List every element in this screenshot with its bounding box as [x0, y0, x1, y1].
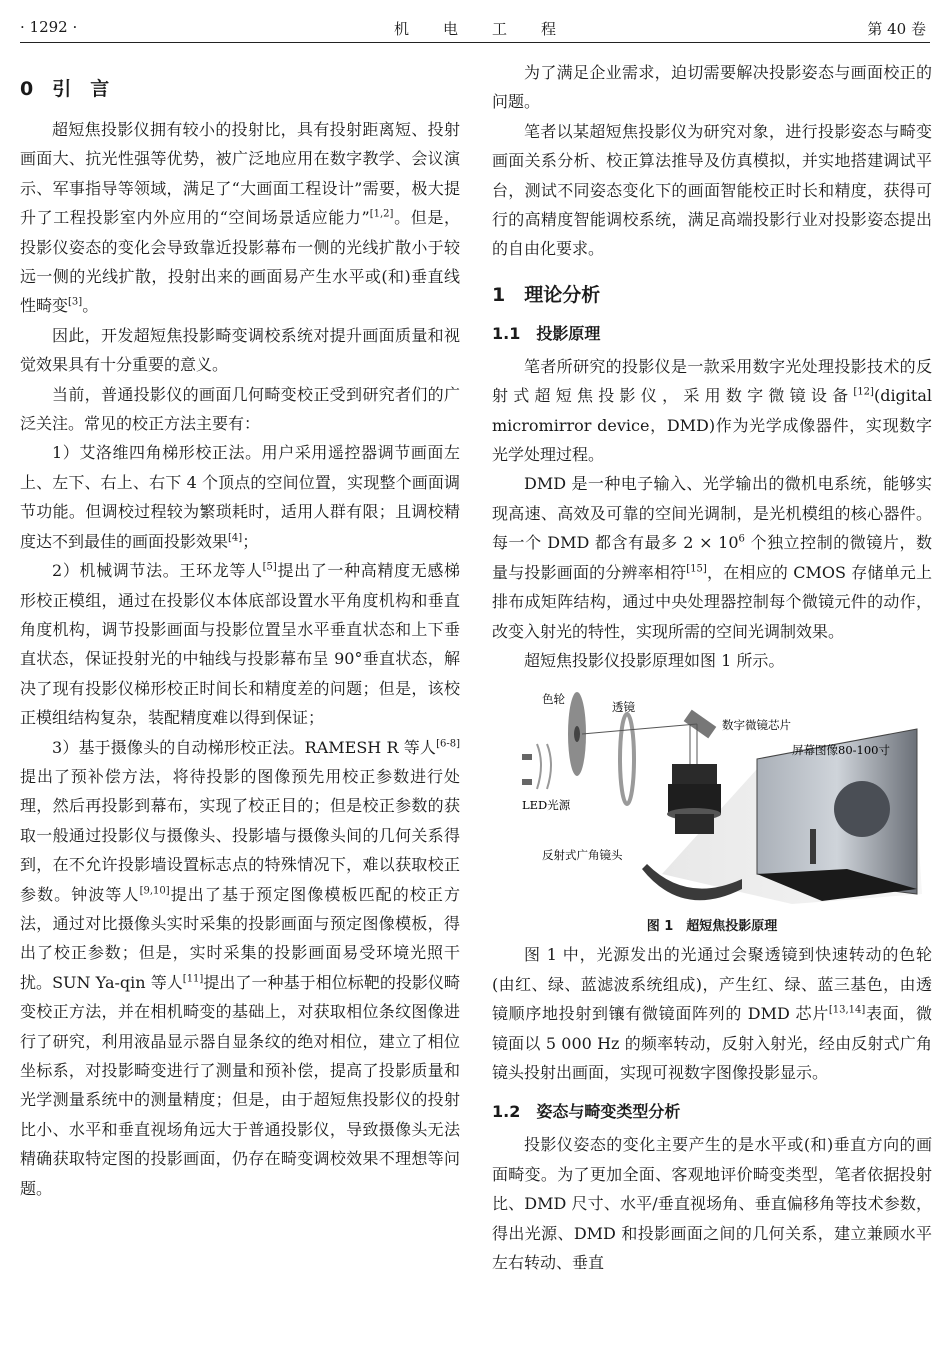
paragraph: 为了满足企业需求，迫切需要解决投影姿态与画面校正的问题。 [492, 63, 932, 112]
journal-name: 机电工程 [393, 20, 590, 38]
subsection-heading-distortion: 1.2 姿态与畸变类型分析 [492, 1102, 681, 1122]
lens-barrel [672, 764, 717, 784]
paragraph: 笔者所研究的投影仪是一款采用数字光处理投影技术的反射式超短焦投影仪，采用数字微镜设备[12](digital micromirror device，DMD)作为光学成像器件，实现数字光学处理过程。 [492, 356, 932, 465]
left-column [20, 58, 460, 1203]
paragraph: 投影仪姿态的变化主要产生的是水平或(和)垂直方向的画面畸变。为了更加全面、客观地评价畸变类型，笔者依据投射比、DMD 尺寸、水平/垂直视场角、垂直偏移角等技术参数，得出光源、DMD 和投影画面之间的几何关系，建立兼顾水平左右转动、垂直 [492, 1135, 932, 1272]
paragraph: 1）艾洛维四角梯形校正法。用户采用遥控器调节画面左上、左下、右上、右下 4 个顶点的空间位置，实现整个画面调节功能。但调校过程较为繁琐耗时，适用人群有限；且调校精度达不到最佳的画面投影效果[4]； [20, 443, 460, 551]
paragraph: 超短焦投影仪拥有较小的投射比，具有投射距离短、投射画面大、抗光性强等优势，被广泛地应用在数字教学、会议演示、军事指导等领域，满足了“大画面工程设计”需要，极大提升了工程投影室内外应用的“空间场景适应能力”[1,2]。但是，投影仪姿态的变化会导致靠近投影幕布一侧的光线扩散小于较远一侧的光线扩散，投射出来的画面易产生水平或(和)垂直线性畸变[3]。 [20, 120, 460, 316]
paragraph: 3）基于摄像头的自动梯形校正法。RAMESH R 等人[6-8]提出了预补偿方法，将待投影的图像预先用校正参数进行处理，然后再投影到幕布，实现了校正目的；但是校正参数的获取一般通过投影仪与摄像头、投影墙与摄像头间的几何关系得到，在不允许投影墙设置标志点的特殊情况下，难以获取校正参数。钟波等人[9,10]提出了基于预定图像模板匹配的校正方法，通过对比摄像头实时采集的投影画面与预定图像模板，得出了校正参数；但是，实时采集的投影画面易受环境光照干扰。SUN Ya-qin 等人[11]提出了一种基于相位标靶的投影仪畸变校正方法，并在相机畸变的基础上，对获取相位条纹图像进行了研究，利用液晶显示器自显条纹的绝对相位，建立了相位坐标系，对投影畸变进行了测量和预补偿，提高了投影质量和光学测量系统中的测量精度；但是，由于超短焦投影仪的投射比小、水平和垂直视场角远大于普通投影仪，导致摄像头无法精确获取特定图的投影画面，仍存在畸变调校效果不理想等问题。 [20, 737, 460, 1198]
page-number: · 1292 · [20, 18, 78, 36]
led-source [522, 779, 532, 785]
figure-projection-principle [492, 689, 932, 909]
led-source [522, 754, 532, 760]
paragraph: 2）机械调节法。王环龙等人[5]提出了一种高精度无感梯形校正模组，通过在投影仪本体底部设置水平角度机构和垂直角度机构，调节投影画面与投影位置呈水平垂直状态和上下垂直状态，保证投射光的中轴线与投影幕布呈 90°垂直状态，解决了现有投影仪梯形校正时间长和精度差的问题；但是，该校正模组结构复杂，装配精度难以得到保证； [20, 561, 460, 728]
subsection-heading-principle: 1.1 投影原理 [492, 323, 601, 343]
paragraph: 当前，普通投影仪的画面几何畸变校正受到研究者们的广泛关注。常见的校正方法主要有： [20, 384, 460, 434]
right-column [492, 58, 932, 1277]
label-screen: 屏幕图像80-100寸 [792, 743, 890, 758]
dmd-chip [684, 710, 717, 739]
paragraph: DMD 是一种电子输入、光学输出的微机电系统，能够实现高速、高效及可靠的空间光调制，是光机模组的核心器件。每一个 DMD 都含有最多 $2 \times 10^6$ 个独立控制的微镜片，数量与投影画面的分辨率相符[15]，在相应的 CMOS 存储单元上排布成矩阵结构，通过中央处理器控制每个微镜元件的动作，改变入射光的特性，实现所需的空间光调制效果。 [492, 474, 932, 641]
volume-label: 第 40 卷 [867, 20, 926, 38]
label-wide-lens: 反射式广角镜头 [542, 848, 623, 863]
label-color-wheel: 色轮 [542, 692, 565, 707]
paragraph: 超短焦投影仪投影原理如图 1 所示。 [524, 650, 785, 670]
label-dmd: 数字微镜芯片 [722, 718, 791, 733]
running-header [20, 14, 930, 43]
figure-caption: 图 1 超短焦投影原理 [646, 919, 778, 935]
lens [620, 714, 634, 804]
paragraph: 图 1 中，光源发出的光通过会聚透镜到快速转动的色轮(由红、绿、蓝滤波系统组成)，产生红、绿、蓝三基色，由透镜顺序地投射到镶有微镜面阵列的 DMD 芯片[13,14]表面，微镜面以 5 000 Hz 的频率转动，反射入射光，经由反射式广角镜头投射出画面，实现可视数字图像投影显示。 [492, 945, 932, 1082]
label-led: LED光源 [522, 798, 571, 813]
label-lens: 透镜 [612, 700, 635, 715]
section-heading-intro: 0 引 言 [20, 78, 110, 100]
projector-diagram [492, 689, 932, 909]
paragraph: 笔者以某超短焦投影仪为研究对象，进行投影姿态与畸变画面关系分析、校正算法推导及仿真模拟，并实地搭建调试平台，测试不同姿态变化下的画面智能校正时长和精度，获得可行的高精度智能调校系统，满足高端投影行业对投影姿态提出的自由化要求。 [492, 121, 932, 259]
paragraph: 因此，开发超短焦投影畸变调校系统对提升画面质量和视觉效果具有十分重要的意义。 [20, 325, 460, 375]
section-heading-theory: 1 理论分析 [492, 283, 601, 306]
